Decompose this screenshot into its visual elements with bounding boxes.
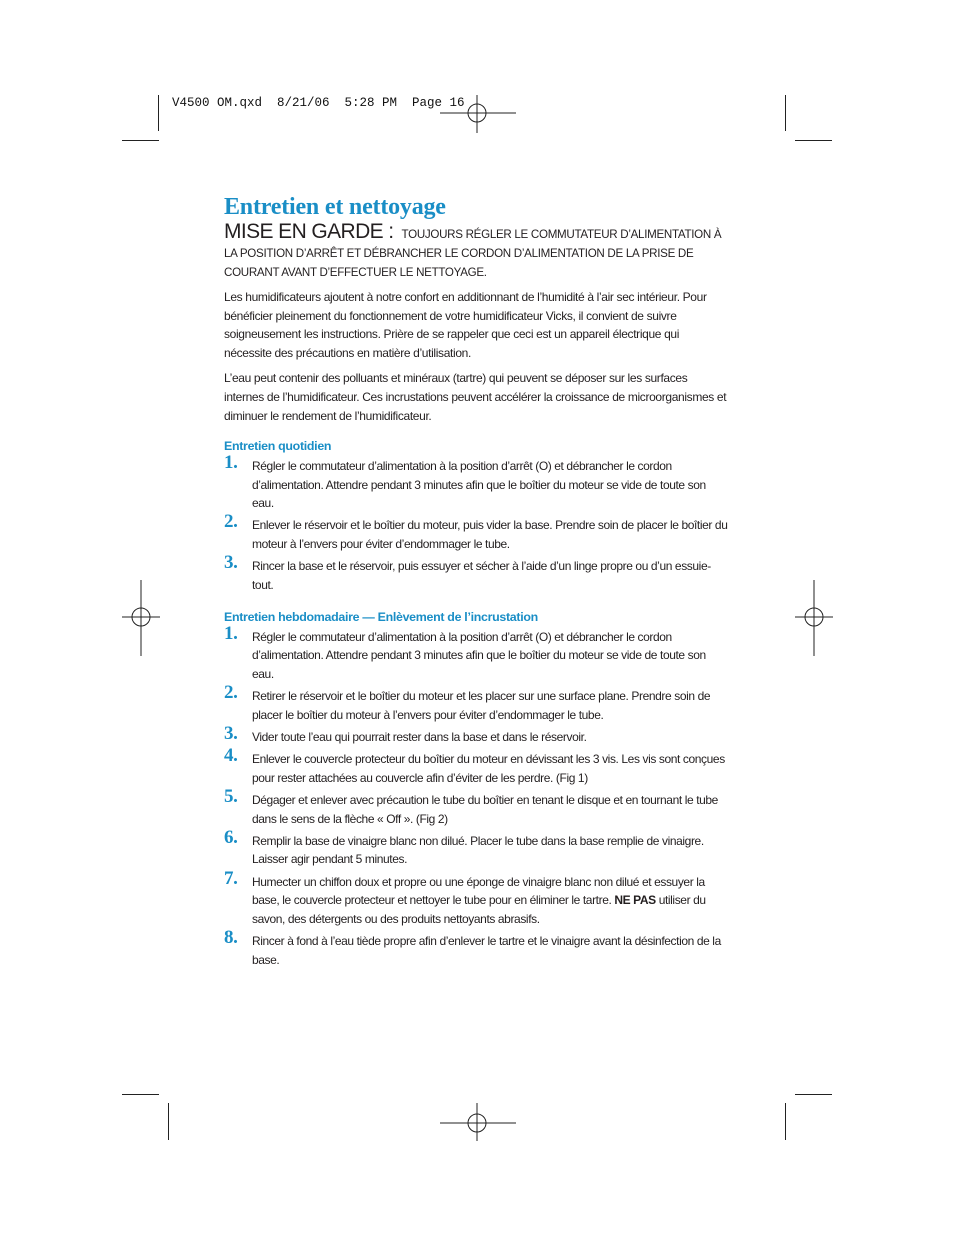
weekly-steps <box>224 623 729 969</box>
step-number: 2. <box>224 682 238 704</box>
step-text: Humecter un chiffon doux et propre ou une éponge de vinaigre blanc non dilué et essuyer la base, le couvercle protecteur et nettoyer le tube pour en éliminer le tartre. <box>252 874 705 908</box>
file-slug: V4500 OM.qxd 8/21/06 5:28 PM Page 16 <box>172 96 465 110</box>
crop-mark <box>795 1094 832 1095</box>
step-text: Régler le commutateur d’alimentation à la position d’arrêt (O) et débrancher le cordon d’alimentation. Attendre pendant 3 minutes afin que le boîtier du moteur se vide de toute son eau. <box>252 459 706 510</box>
weekly-heading: Entretien hebdomadaire — Enlèvement de l’incrustation <box>224 610 538 624</box>
crop-mark <box>785 95 786 131</box>
crop-mark <box>158 95 159 131</box>
list-item <box>224 682 729 724</box>
crop-mark <box>122 140 159 141</box>
list-item <box>224 867 729 928</box>
registration-mark-right <box>795 580 833 656</box>
step-text: Remplir la base de vinaigre blanc non dilué. Placer le tube dans la base remplie de vinaigre. Laisser agir pendant 5 minutes. <box>252 834 704 867</box>
registration-mark-top <box>440 95 516 133</box>
registration-mark-bottom <box>440 1103 516 1141</box>
step-text: Retirer le réservoir et le boîtier du moteur et les placer sur une surface plane. Prendre soin de placer le boîtier du moteur à l’envers pour éviter d’endommager le tube. <box>252 689 711 722</box>
list-item <box>224 927 729 969</box>
step-text: Enlever le réservoir et le boîtier du moteur, puis vider la base. Prendre soin de placer le boîtier du moteur à l’envers pour éviter d’endommager le tube. <box>252 518 728 551</box>
step-number: 8. <box>224 927 238 949</box>
step-number: 3. <box>224 552 238 574</box>
step-number: 4. <box>224 745 238 767</box>
list-item <box>224 511 729 553</box>
crop-mark <box>168 1103 169 1140</box>
step-number: 3. <box>224 723 238 745</box>
warning-lead: MISE EN GARDE : <box>224 220 394 243</box>
step-number: 2. <box>224 511 238 533</box>
list-item <box>224 623 729 683</box>
step-text: Dégager et enlever avec précaution le tube du boîtier en tenant le disque et en tournant le tube dans le sens de la flèche « Off ». (Fig 2) <box>252 793 718 826</box>
step-number: 1. <box>224 452 238 474</box>
step-text: Rincer à fond à l’eau tiède propre afin d’enlever le tartre et le vinaigre avant la désinfection de la base. <box>252 934 721 967</box>
daily-heading: Entretien quotidien <box>224 439 332 454</box>
warning-block <box>224 222 729 282</box>
list-item <box>224 723 729 746</box>
step-number: 7. <box>224 867 238 889</box>
step-text: Régler le commutateur d’alimentation à la position d’arrêt (O) et débrancher le cordon d’alimentation. Attendre pendant 3 minutes afin que le boîtier du moteur se vide de toute son eau. <box>252 630 706 681</box>
step-text: utiliser du savon, des détergents ou des produits nettoyants abrasifs. <box>252 893 706 926</box>
emphasis-text: NE PAS <box>614 893 656 908</box>
page-content <box>224 192 729 973</box>
step-text: Enlever le couvercle protecteur du boîtier du moteur en dévissant les 3 vis. Les vis sont conçues pour rester attachées au couvercle afin d’éviter de les perdre. (Fig 1) <box>252 752 725 785</box>
list-item <box>224 452 729 512</box>
list-item <box>224 552 729 594</box>
step-text: Vider toute l’eau qui pourrait rester dans la base et dans le réservoir. <box>252 730 587 745</box>
crop-mark <box>795 140 832 141</box>
scale-paragraph: L’eau peut contenir des polluants et minéraux (tartre) qui peuvent se déposer sur les surfaces internes de l’humidificateur. Ces incrustations peuvent accélérer la croissance de microorganismes et diminuer le rendement de l’humidificateur. <box>224 371 727 423</box>
step-number: 5. <box>224 786 238 808</box>
step-number: 6. <box>224 827 238 849</box>
list-item <box>224 827 729 869</box>
intro-paragraph: Les humidificateurs ajoutent à notre confort en additionnant de l’humidité à l’air sec intérieur. Pour bénéficier pleinement du fonctionnement de votre humidificateur Vicks, il convient de suivre soigneusement les instructions. Prière de se rappeler que ceci est un appareil électrique qui nécessite des précautions en matière d’utilisation. <box>224 290 707 360</box>
crop-mark <box>122 1094 159 1095</box>
page-title: Entretien et nettoyage <box>224 194 446 220</box>
step-text: Rincer la base et le réservoir, puis essuyer et sécher à l’aide d’un linge propre ou d’un essuie-tout. <box>252 559 711 592</box>
registration-mark-left <box>122 580 160 656</box>
list-item <box>224 745 729 787</box>
warning-text: TOUJOURS RÉGLER LE COMMUTATEUR D’ALIMENTATION À LA POSITION D’ARRÊT ET DÉBRANCHER LE CORDON D’ALIMENTATION DE LA PRISE DE COURANT AVANT D’EFFECTUER LE NETTOYAGE. <box>224 228 722 279</box>
step-number: 1. <box>224 623 238 644</box>
crop-mark <box>785 1103 786 1140</box>
daily-steps <box>224 452 729 594</box>
list-item <box>224 786 729 828</box>
